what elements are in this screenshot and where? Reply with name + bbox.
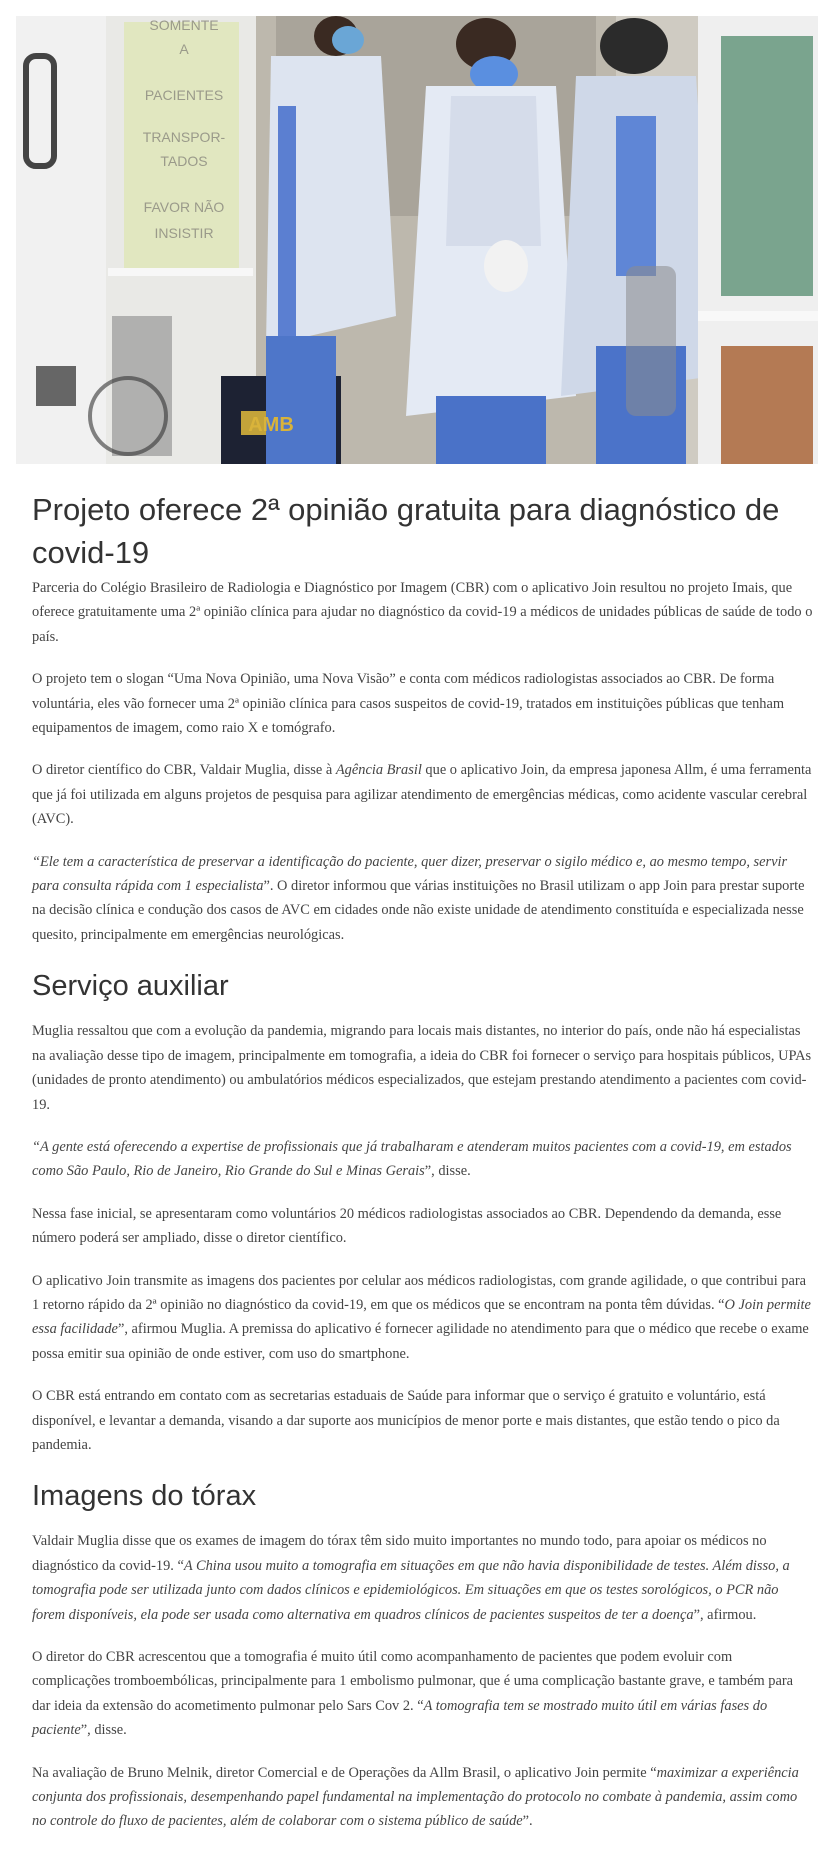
sign-line: PACIENTES	[144, 87, 224, 103]
sign-line: FAVOR NÃO	[143, 199, 225, 215]
paragraph-text: ”, disse.	[80, 1722, 127, 1739]
paragraph-text: ”, disse.	[424, 1163, 471, 1180]
paragraph-text: ”, afirmou.	[693, 1606, 757, 1623]
paragraph-text: Valdair Muglia disse que os exames de imagem do tórax têm sido muito importantes no mundo todo, para apoiar os médicos no diagnóstico da covid-19. “	[32, 1533, 767, 1574]
paragraph: Muglia ressaltou que com a evolução da pandemia, migrando para locais mais distantes, no interior do país, onde não há especialistas na avaliação desse tipo de imagem, principalmente em tomografia, a ideia do CBR foi fornecer o serviço para hospitais públicos, UPAs (unidades de pronto atendimento) ou ambulatórios médicos especializados, que estejam prestando atendimento a pacientes com covid-19.	[32, 1023, 812, 1113]
sign-line: TADOS	[160, 153, 208, 169]
paragraph	[32, 1135, 813, 1184]
paragraph-text: O diretor do CBR acrescentou que a tomografia é muito útil como acompanhamento de pacientes que podem evoluir com complicações tromboembólicas, principalmente para 1 embolismo pulmonar, que é uma complicação bastante grave, e também para dar ideia da extensão do acometimento pulmonar pelo Sars Cov 2. “	[32, 1649, 794, 1714]
paragraph: Nessa fase inicial, se apresentaram como voluntários 20 médicos radiologistas associados ao CBR. Dependendo da demanda, esse número poderá ser ampliado, disse o diretor científico.	[32, 1205, 782, 1247]
quote-text: O Join permite essa facilidade	[32, 1296, 811, 1338]
sign-line: TRANSPOR-	[142, 129, 226, 145]
paragraph-text: Na avaliação de Bruno Melnik, diretor Comercial e de Operações da Allm Brasil, o aplicativo Join permite “	[32, 1764, 657, 1781]
quote-text: “A gente está oferecendo a expertise de profissionais que já trabalharam e atenderam muitos pacientes com a covid-19, em estados como São Paulo, Rio de Janeiro, Rio Grande do Sul e Minas Gerais	[32, 1138, 792, 1180]
sign-line: SOMENTE	[149, 17, 219, 33]
paragraph: Parceria do Colégio Brasileiro de Radiologia e Diagnóstico por Imagem (CBR) com o aplicativo Join resultou no projeto Imais, que oferece gratuitamente uma 2ª opinião clínica para ajudar no diagnóstico da covid-19 a médicos de unidades públicas de saúde de todo o país.	[32, 580, 813, 645]
article-title: Projeto oferece 2ª opinião gratuita para diagnóstico de covid-19	[32, 492, 780, 570]
paragraph	[32, 758, 813, 831]
quote-text: A tomografia tem se mostrado muito útil em várias fases do paciente	[32, 1697, 768, 1739]
article-body	[16, 464, 816, 1852]
sign-line: A	[179, 41, 189, 57]
paragraph: O projeto tem o slogan “Uma Nova Opinião, uma Nova Visão” e conta com médicos radiologistas associados ao CBR. De forma voluntária, eles vão fornecer uma 2ª opinião clínica para casos suspeitos de covid-19, tratados em instituições públicas que tenham equipamentos de imagem, como raio X e tomógrafo.	[32, 671, 785, 737]
quote-text: “Ele tem a característica de preservar a identificação do paciente, quer dizer, preservar o sigilo médico e, ao mesmo tempo, servir para consulta rápida com 1 especialista	[32, 853, 788, 895]
paragraph-text: ”.	[522, 1813, 533, 1830]
sign-line: INSISTIR	[154, 225, 214, 241]
hero-photo-illustration	[16, 16, 818, 464]
paragraph-text: O aplicativo Join transmite as imagens dos pacientes por celular aos médicos radiologistas, com grande agilidade, o que contribui para 1 retorno rápido da 2ª opinião no diagnóstico da covid-19, em que os médicos que se encontram na ponta têm dúvidas. “	[32, 1272, 807, 1313]
section-heading: Imagens do tórax	[32, 1480, 257, 1513]
source-link[interactable]: Agência Brasil	[335, 762, 422, 779]
paragraph: O CBR está entrando em contato com as secretarias estaduais de Saúde para informar que o serviço é gratuito e voluntário, está disponível, e levantar a demanda, visando a dar suporte aos municípios de menor porte e mais distantes, que estão tendo o pico da pandemia.	[32, 1388, 780, 1453]
paragraph-text: O diretor científico do CBR, Valdair Muglia, disse à	[32, 762, 336, 779]
quote-text: A China usou muito a tomografia em situações em que não havia disponibilidade de testes. Além disso, a tomografia pode ser utilizada junto com dados clínicos e epidemiológicos. Em situações em que os testes sorológicos, o PCR não forem disponíveis, ela pode ser usada como alternativa em quadros clínicos de pacientes suspeitos de ter a doença	[32, 1557, 790, 1623]
paragraph-text: ”. O diretor informou que várias instituições no Brasil utilizam o app Join para prestar suporte na decisão clínica e condução dos casos de AVC em cidades onde não existe unidade de atendimento constituída e especializada nesse quesito, principalmente em emergências neurológicas.	[32, 878, 805, 943]
quote-text: maximizar a experiência conjunta dos profissionais, desempenhando papel fundamental na implementação do protocolo no combate à pandemia, assim como no controle do fluxo de pacientes, além de colaborar com o sistema público de saúde	[32, 1764, 799, 1830]
paragraph-text: ”, afirmou Muglia. A premissa do aplicativo é fornecer agilidade no atendimento para que o médico que recebe o exame possa emitir sua opinião de onde estiver, com uso do smartphone.	[32, 1321, 809, 1362]
paragraph	[32, 1529, 813, 1627]
paragraph	[32, 850, 813, 948]
paragraph	[32, 1269, 813, 1367]
stretcher-label: AMB	[248, 414, 294, 436]
paragraph	[32, 1761, 813, 1834]
section-heading: Serviço auxiliar	[32, 970, 229, 1003]
paragraph-text: que o aplicativo Join, da empresa japonesa Allm, é uma ferramenta que já foi utilizada em alguns projetos de pesquisa para agilizar atendimento de emergências médicas, como acidente vascular cerebral (AVC).	[32, 762, 812, 828]
article-hero-photo	[16, 16, 818, 464]
paragraph	[32, 1645, 813, 1743]
